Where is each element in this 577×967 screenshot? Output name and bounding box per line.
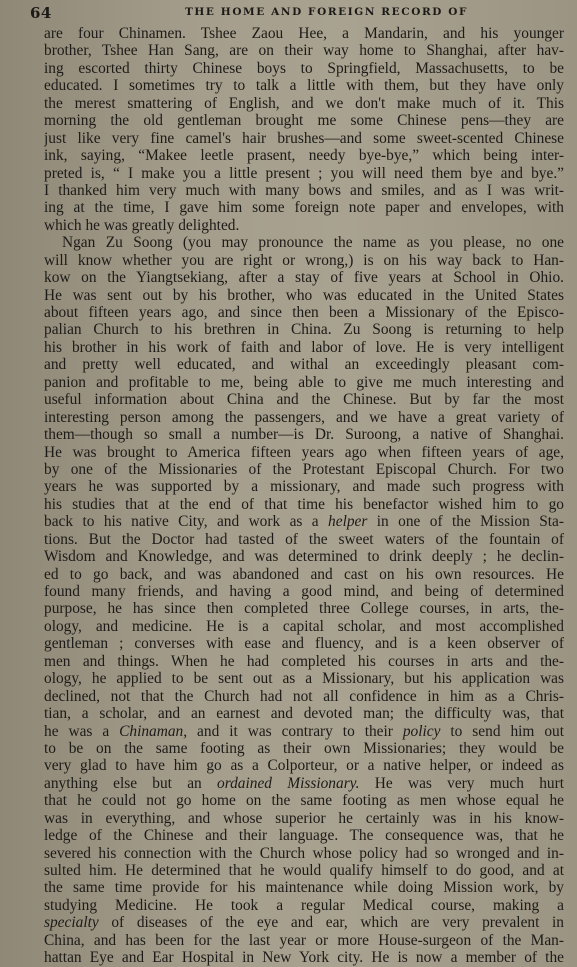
text-line [44, 42, 564, 59]
text-line [44, 182, 564, 199]
text-line [44, 391, 564, 408]
text-line [44, 444, 564, 461]
text-line [44, 583, 564, 600]
text-line [44, 25, 564, 42]
line-text: ink, saying, “Makee leetle prasent, needy bye-bye,” which being inter- [44, 147, 564, 165]
line-text: years he was supported by a missionary, and made such progress with [44, 478, 564, 496]
line-text: severed his connection with the Church whose policy had so wronged and in- [44, 844, 564, 862]
line-text: to be on the same footing as their own Missionaries; they would be [44, 739, 564, 757]
text-line [44, 217, 564, 234]
line-text-continued: and it was contrary to their [187, 722, 403, 740]
line-text: kow on the Yiangtsekiang, after a stay of five years at School in Ohio. [44, 269, 564, 287]
line-text: China, and has been for the last year or more House-surgeon of the Man- [44, 931, 564, 949]
line-text: ology, and medicine. He is a capital scholar, and most accomplished [44, 617, 564, 635]
text-line [44, 757, 564, 774]
text-line [44, 845, 564, 862]
line-text: his brother in his work of faith and labor of love. He is very intelligent [44, 338, 564, 356]
line-text: hattan Eye and Ear Hospital in New York city. He is now a member of the [44, 949, 564, 967]
text-line [44, 740, 564, 757]
line-text-continued: of diseases of the eye and ear, which are very prevalent in [98, 914, 564, 932]
text-line [44, 321, 564, 338]
line-text: and pretty well educated, and withal an exceedingly pleasant com- [44, 356, 564, 374]
text-line [44, 496, 564, 513]
text-line [44, 566, 564, 583]
text-line [44, 618, 564, 635]
running-head: THE HOME AND FOREIGN RECORD OF [185, 6, 469, 18]
body-text [44, 25, 564, 967]
line-text: declined, not that the Church had not all confidence in him as a Chris- [44, 687, 564, 705]
text-line [44, 130, 564, 147]
text-line [44, 339, 564, 356]
text-line [44, 635, 564, 652]
line-text: about fifteen years ago, and since then been a Missionary of the Episco- [44, 304, 564, 321]
line-text-continued: He was very much hurt [359, 774, 564, 792]
line-text: educated. I sometimes try to talk a little with them, but they have only [44, 77, 564, 95]
line-text: purpose, he has since then completed three College courses, in arts, the- [44, 600, 564, 618]
text-line [44, 879, 564, 896]
italic-phrase: Chinaman, [119, 722, 188, 740]
line-text: tions. But the Doctor had tasted of the sweet waters of the fountain of [44, 530, 564, 548]
line-text: ledge of the Chinese and their language. The consequence was, that he [44, 827, 564, 845]
text-line [44, 723, 564, 740]
line-text: ology, he applied to be sent out as a Missionary, but his application was [44, 670, 564, 688]
line-text: Wisdom and Knowledge, and was determined to drink deeply ; he declin- [44, 548, 564, 566]
text-line [44, 409, 564, 426]
line-text: brother, Tshee Han Sang, are on their way home to Shanghai, after hav- [44, 42, 564, 60]
text-line [44, 304, 564, 321]
text-line [44, 513, 564, 530]
text-line [44, 914, 564, 931]
line-text: preted is, “ I make you a little present ; you will need them bye and bye.” [44, 164, 564, 182]
italic-phrase: ordained Missionary. [217, 774, 360, 792]
text-line [44, 269, 564, 286]
text-line [44, 234, 564, 251]
line-text: men and things. When he had completed his courses in arts and the- [44, 652, 564, 670]
line-text: anything else but an [44, 774, 217, 792]
text-line [44, 775, 564, 792]
text-line [44, 60, 564, 77]
line-text-continued: to send him out [440, 722, 564, 740]
line-text: his studies that at the end of that time his benefactor wished him to go [44, 495, 564, 513]
line-text: studying Medicine. He took a regular Medical course, making a [44, 896, 564, 914]
text-line [44, 705, 564, 722]
line-text: panion and profitable to me, being able to give me much interesting and [44, 373, 564, 391]
text-line [44, 199, 564, 216]
line-text: he was a [44, 722, 120, 740]
line-text: He was sent out by his brother, who was educated in the United States [44, 286, 564, 304]
line-text: ed to go back, and was abandoned and cast on his own resources. He [44, 565, 564, 583]
line-text: palian Church to his brethren in China. Zu Soong is returning to help [44, 321, 564, 339]
line-text: very glad to have him go as a Colporteur, or a native helper, or indeed as [44, 757, 564, 775]
line-text: gentleman ; converses with ease and fluency, and is a keen observer of [44, 635, 564, 653]
line-text: back to his native City, and work as a [44, 513, 329, 531]
page-header [30, 4, 550, 24]
text-line [44, 688, 564, 705]
italic-phrase: policy [402, 722, 441, 740]
italic-phrase: specialty [44, 914, 99, 932]
line-text: by one of the Missionaries of the Protestant Episcopal Church. For two [44, 460, 564, 478]
line-text: He was brought to America fifteen years ago when fifteen years of age, [44, 443, 564, 461]
text-line [44, 653, 564, 670]
text-line [44, 252, 564, 269]
text-line [44, 531, 564, 548]
line-text: them—though so small a number—is Dr. Suroong, a native of Shanghai. [44, 426, 564, 444]
text-line [44, 374, 564, 391]
line-text: the merest smattering of English, and we don't make much of it. This [44, 94, 564, 112]
text-line [44, 147, 564, 164]
line-text: will know whether you are right or wrong,) is on his way back to Han- [44, 251, 564, 269]
text-line [44, 356, 564, 373]
line-text: useful information about China and the Chinese. But by far the most [44, 391, 564, 409]
line-text: I thanked him very much with many bows and smiles, and as I was writ- [44, 181, 564, 199]
text-line [44, 112, 564, 129]
line-text: found many friends, and having a good mind, and being of determined [44, 583, 564, 600]
line-text-continued: in one of the Mission Sta- [367, 513, 564, 531]
line-text: interesting person among the passengers, and we have a great variety of [44, 408, 564, 426]
text-line [44, 426, 564, 443]
text-line [44, 95, 564, 112]
line-text: Ngan Zu Soong (you may pronounce the name as you please, no one [62, 234, 564, 252]
text-line [44, 862, 564, 879]
text-line [44, 548, 564, 565]
line-text: which he was greatly delighted. [44, 216, 240, 234]
line-text: morning the old gentleman brought me some Chinese pens—they are [44, 112, 564, 130]
text-line [44, 461, 564, 478]
text-line [44, 287, 564, 304]
text-line [44, 670, 564, 687]
italic-phrase: helper [328, 513, 368, 531]
page-number: 64 [30, 4, 52, 22]
line-text: ing escorted thirty Chinese boys to Springfield, Massachusetts, to be [44, 59, 564, 77]
text-line [44, 600, 564, 617]
text-line [44, 77, 564, 94]
line-text: are four Chinamen. Tshee Zaou Hee, a Mandarin, and his younger [44, 25, 564, 42]
line-text: ing at the time, I gave him some foreign note paper and envelopes, with [44, 199, 564, 217]
line-text: tian, a scholar, and an earnest and devoted man; the difficulty was, that [44, 705, 564, 723]
text-line [44, 897, 564, 914]
text-line [44, 932, 564, 949]
text-line [44, 810, 564, 827]
line-text: just like very fine camel's hair brushes—and some sweet-scented Chinese [44, 129, 564, 147]
text-line [44, 792, 564, 809]
text-line [44, 165, 564, 182]
line-text: that he could not go home on the same footing as men whose equal he [44, 792, 564, 810]
text-line [44, 949, 564, 966]
text-line [44, 827, 564, 844]
line-text: the same time provide for his maintenance while doing Mission work, by [44, 879, 564, 897]
line-text: sulted him. He determined that he would qualify himself to do good, and at [44, 862, 564, 879]
line-text: was in everything, and whose superior he certainly was in his know- [44, 809, 564, 827]
text-line [44, 478, 564, 495]
